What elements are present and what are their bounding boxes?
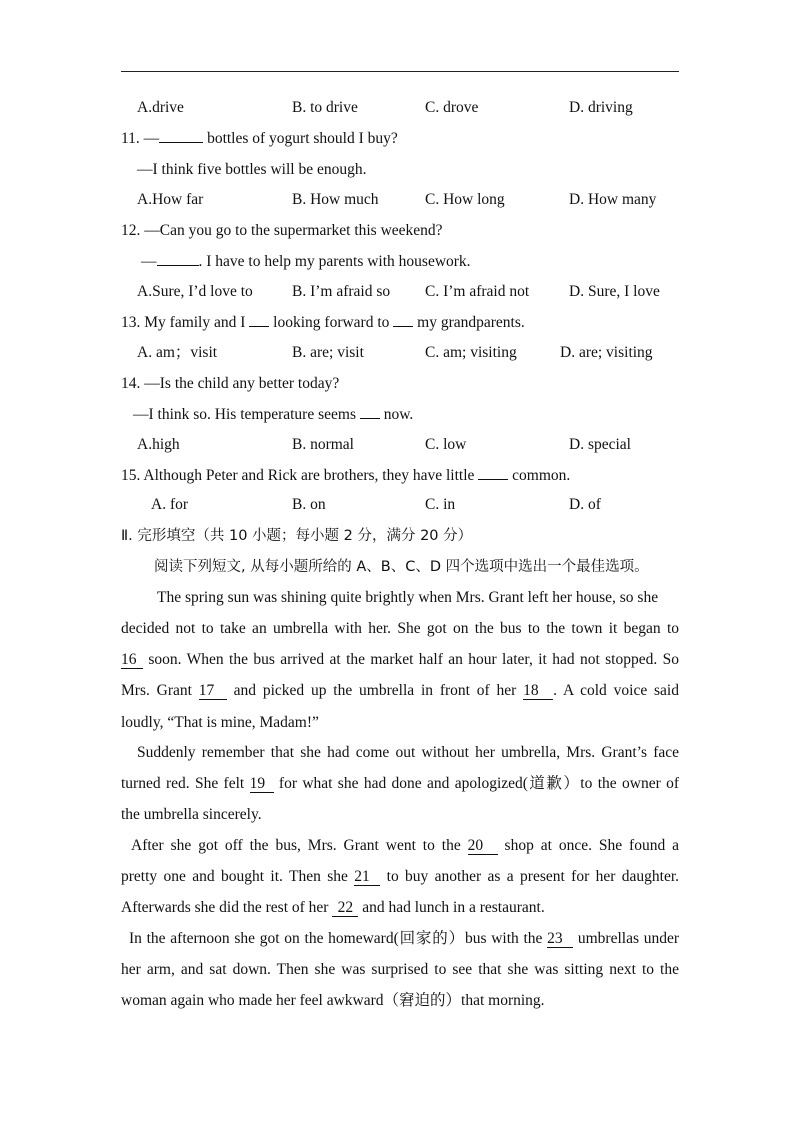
- passage-line: her arm, and sat down. Then she was surprised to see that she was sitting next to the: [121, 961, 679, 978]
- passage-line: loudly, “That is mine, Madam!”: [121, 714, 319, 731]
- answer-blank: [249, 326, 269, 327]
- blank-16: 16: [121, 651, 143, 669]
- question-11-answer: —I think five bottles will be enough.: [137, 161, 367, 178]
- option-a: A.high: [137, 436, 180, 453]
- question-13: [121, 313, 525, 333]
- passage-line: The spring sun was shining quite brightly when Mrs. Grant left her house, so she: [157, 589, 659, 606]
- question-text: my grandparents.: [413, 314, 525, 331]
- answer-text: now.: [379, 406, 414, 423]
- passage-text: and picked up the umbrella in front of her: [226, 682, 524, 699]
- option-b: B. are; visit: [292, 344, 364, 361]
- passage-text: After she got off the bus, Mrs. Grant went to the: [131, 837, 468, 854]
- option-c: C. drove: [425, 99, 479, 116]
- answer-blank: [360, 418, 380, 419]
- header-rule: [121, 71, 679, 72]
- passage-line: the umbrella sincerely.: [121, 806, 262, 823]
- question-text: common.: [508, 467, 571, 484]
- blank-21: 21: [354, 868, 380, 886]
- answer-blank: [393, 326, 413, 327]
- option-d: D. driving: [569, 99, 633, 116]
- option-c: C. low: [425, 436, 467, 453]
- passage-line: woman again who made her feel awkward（窘迫的）that morning.: [121, 992, 545, 1009]
- option-b: B. How much: [292, 191, 379, 208]
- option-c: C. How long: [425, 191, 505, 208]
- option-a: A.How far: [137, 191, 204, 208]
- answer-text: —I think so. His temperature seems: [133, 406, 360, 423]
- passage-line: [121, 867, 679, 887]
- option-c: C. in: [425, 496, 456, 513]
- option-d: D. are; visiting: [560, 344, 653, 361]
- passage-line: decided not to take an umbrella with her. She got on the bus to the town it began to: [121, 620, 679, 637]
- answer-blank: [478, 479, 508, 480]
- option-b: B. to drive: [292, 99, 358, 116]
- passage-line: Suddenly remember that she had come out without her umbrella, Mrs. Grant’s face: [137, 744, 679, 761]
- blank-23: 23: [547, 930, 573, 948]
- dash: —: [141, 253, 157, 270]
- question-text: 15. Although Peter and Rick are brothers, they have little: [121, 467, 479, 484]
- passage-line: [129, 929, 679, 949]
- option-d: D. How many: [569, 191, 657, 208]
- passage-text: for what she had done and apologized(道歉）to the owner of: [273, 775, 679, 792]
- passage-text: umbrellas under: [573, 930, 679, 947]
- passage-text: to buy another as a present for her daughter.: [380, 868, 680, 885]
- option-b: B. I’m afraid so: [292, 283, 391, 300]
- passage-text: In the afternoon she got on the homeward(回家的）bus with the: [129, 930, 548, 947]
- option-b: B. on: [292, 496, 326, 513]
- option-d: D. Sure, I love: [569, 283, 660, 300]
- option-d: D. of: [569, 496, 601, 513]
- passage-text: turned red. She felt: [121, 775, 250, 792]
- option-a: A.drive: [137, 99, 184, 116]
- passage-text: and had lunch in a restaurant.: [358, 899, 545, 916]
- option-a: A. for: [151, 496, 189, 513]
- question-12-answer: [141, 252, 471, 272]
- question-11: [121, 129, 398, 149]
- option-c: C. I’m afraid not: [425, 283, 530, 300]
- question-15: [121, 466, 570, 486]
- section-title: Ⅱ. 完形填空（共 10 小题；每小题 2 分，满分 20 分）: [121, 528, 473, 544]
- option-b: B. normal: [292, 436, 354, 453]
- question-14: 14. —Is the child any better today?: [121, 375, 340, 392]
- passage-text: . A cold voice said: [553, 682, 679, 699]
- option-d: D. special: [569, 436, 631, 453]
- blank-17: 17: [199, 682, 227, 700]
- blank-18: 18: [523, 682, 553, 700]
- passage-line: [121, 650, 679, 670]
- answer-text: . I have to help my parents with housework.: [198, 253, 471, 270]
- passage-line: [121, 898, 545, 918]
- question-12: 12. —Can you go to the supermarket this weekend?: [121, 222, 443, 239]
- blank-19: 19: [250, 775, 274, 793]
- option-a: A.Sure, I’d love to: [137, 283, 253, 300]
- option-a: A. am；visit: [137, 344, 218, 361]
- section-instruction: 阅读下列短文, 从每小题所给的 A、B、C、D 四个选项中选出一个最佳选项。: [154, 559, 649, 575]
- passage-line: [121, 774, 679, 794]
- passage-text: pretty one and bought it. Then she: [121, 868, 355, 885]
- passage-text: Afterwards she did the rest of her: [121, 899, 333, 916]
- option-c: C. am; visiting: [425, 344, 517, 361]
- answer-blank: [157, 265, 199, 266]
- question-number: 11. —: [121, 130, 160, 147]
- question-text: 13. My family and I: [121, 314, 250, 331]
- passage-text: soon. When the bus arrived at the market half an hour later, it had not stopped. So: [143, 651, 679, 668]
- question-text: looking forward to: [269, 314, 394, 331]
- passage-text: Mrs. Grant: [121, 682, 199, 699]
- answer-blank: [159, 142, 203, 143]
- question-14-answer: [133, 405, 413, 425]
- passage-text: shop at once. She found a: [497, 837, 679, 854]
- question-text: bottles of yogurt should I buy?: [203, 130, 398, 147]
- passage-line: [131, 836, 679, 856]
- blank-20: 20: [468, 837, 498, 855]
- passage-line: [121, 681, 679, 701]
- blank-22: 22: [332, 899, 358, 917]
